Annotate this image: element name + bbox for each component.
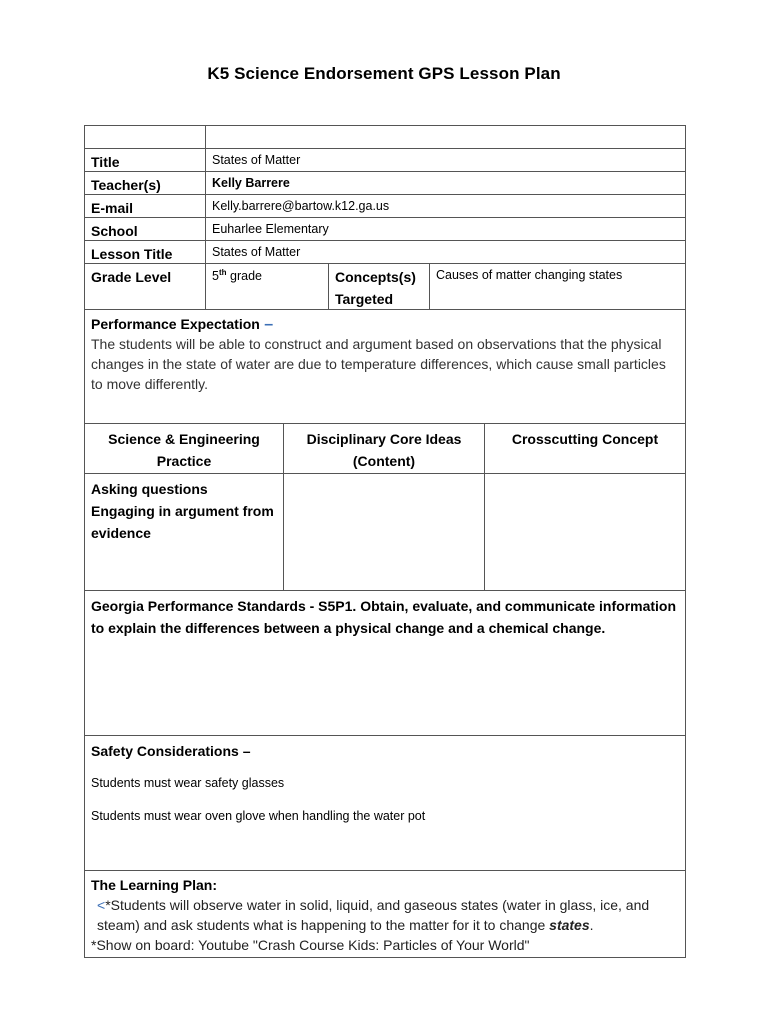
concepts-label <box>329 264 430 309</box>
learning-heading: The Learning Plan: <box>91 877 218 893</box>
learning-line1-end: . <box>589 917 594 933</box>
practices-body-row <box>85 474 685 591</box>
school-label: School <box>85 218 206 240</box>
performance-row <box>85 310 685 424</box>
safety-row <box>85 736 685 871</box>
learning-line1-emph: states <box>549 917 590 933</box>
safety-item-oven-glove: Students must wear oven glove when handling the water pot <box>91 809 426 823</box>
email-value: Kelly.barrere@bartow.k12.ga.us <box>212 199 390 213</box>
safety-item-glasses: Students must wear safety glasses <box>91 776 285 790</box>
grade-number: 5 <box>212 269 219 284</box>
grade-word: grade <box>230 269 262 284</box>
concepts-value: Causes of matter changing states <box>436 268 623 282</box>
practices-col2-head: Disciplinary Core Ideas (Content) <box>284 424 485 473</box>
email-label: E-mail <box>85 195 206 217</box>
lesson-title-label: Lesson Title <box>85 241 206 263</box>
grade-label: Grade Level <box>85 264 206 309</box>
grade-suffix: th <box>218 268 227 277</box>
page-title: K5 Science Endorsement GPS Lesson Plan <box>207 64 561 83</box>
practices-col1-head: Science & Engineering Practice <box>85 424 284 473</box>
title-label: Title <box>85 149 206 171</box>
learning-row <box>85 871 685 957</box>
performance-dash: – <box>264 316 274 333</box>
lesson-plan-table <box>84 125 686 958</box>
concepts-label-line1: Concepts(s) <box>335 269 416 285</box>
practices-header-row <box>85 424 685 474</box>
school-row <box>85 218 685 241</box>
practice-engaging-argument: Engaging in argument from evidence <box>91 503 274 541</box>
blank-row <box>85 126 685 149</box>
learning-line2: *Show on board: Youtube "Crash Course Kids: Particles of Your World" <box>91 937 530 953</box>
learning-cell <box>85 871 685 957</box>
practices-col2 <box>284 474 485 590</box>
practices-col3 <box>485 474 685 590</box>
learning-arrow: < <box>97 897 106 913</box>
title-row <box>85 149 685 172</box>
safety-heading: Safety Considerations – <box>91 743 251 759</box>
lesson-title-row <box>85 241 685 264</box>
lesson-title-value: States of Matter <box>212 245 301 259</box>
title-value: States of Matter <box>212 153 301 167</box>
performance-text: The students will be able to construct and argument based on observations that the physical changes in the state of water are due to temperature differences, which cause small particles to move differently. <box>91 336 666 392</box>
learning-line1 <box>91 895 679 935</box>
performance-cell <box>85 310 685 423</box>
practice-asking-questions: Asking questions <box>91 481 208 497</box>
learning-line1-text: *Students will observe water in solid, liquid, and gaseous states (water in glass, ice, and steam) and ask students what is happening to the matter for it to change <box>97 897 650 933</box>
grade-value <box>206 264 329 309</box>
concepts-label-line2: Targeted <box>335 291 394 307</box>
teacher-row <box>85 172 685 195</box>
practices-col3-head: Crosscutting Concept <box>511 431 659 447</box>
safety-cell <box>85 736 685 870</box>
practices-col1 <box>85 474 284 590</box>
teacher-label: Teacher(s) <box>85 172 206 194</box>
email-row <box>85 195 685 218</box>
standards-row <box>85 591 685 736</box>
school-value: Euharlee Elementary <box>212 222 329 236</box>
teacher-value: Kelly Barrere <box>212 176 290 190</box>
standards-text: Georgia Performance Standards - S5P1. Obtain, evaluate, and communicate information to explain the differences between a physical change and a chemical change. <box>91 598 677 636</box>
grade-row <box>85 264 685 310</box>
performance-heading: Performance Expectation <box>91 316 260 332</box>
